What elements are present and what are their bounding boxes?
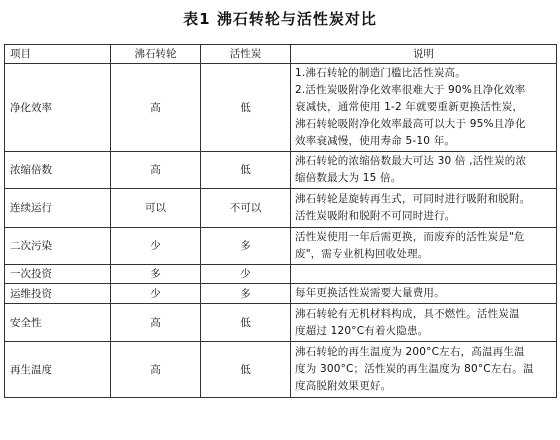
description-line: 废"，需专业机构回收处理。 (295, 248, 429, 260)
row-item: 安全性 (5, 304, 111, 342)
header-description: 说明 (291, 45, 557, 64)
row-carbon: 低 (201, 64, 291, 152)
row-carbon: 少 (201, 265, 291, 284)
row-zeolite: 高 (111, 64, 201, 152)
row-description (291, 284, 557, 304)
row-item: 再生温度 (5, 342, 111, 398)
table-row (5, 64, 557, 152)
description-line: 1.沸石转轮的制造门槛比活性炭高。 (295, 67, 466, 79)
row-carbon: 低 (201, 152, 291, 189)
row-description (291, 265, 557, 284)
description-line: 度超过 120°C有着火隐患。 (295, 324, 429, 337)
table-row (5, 152, 557, 189)
table-row (5, 265, 557, 284)
row-carbon: 低 (201, 342, 291, 398)
row-item: 浓缩倍数 (5, 152, 111, 189)
description-line: 沸石转轮的浓缩倍数最大可达 30 倍 ,活性炭的浓 (295, 155, 527, 167)
row-carbon: 低 (201, 304, 291, 342)
table-title: 表1 沸石转轮与活性炭对比 (183, 10, 377, 28)
table-row (5, 228, 557, 265)
description-line: 缩倍数最大为 15 倍。 (295, 172, 402, 184)
row-zeolite: 少 (111, 228, 201, 265)
row-zeolite: 高 (111, 152, 201, 189)
description-line: 效率衰减慢，使用寿命 5-10 年。 (295, 135, 456, 147)
row-zeolite: 可以 (111, 189, 201, 228)
row-item: 二次污染 (5, 228, 111, 265)
description-line: 活性炭吸附和脱附不可同时进行。 (295, 210, 456, 222)
row-carbon: 多 (201, 284, 291, 304)
description-line: 活性炭使用一年后需更换，而废弃的活性炭是"危 (295, 231, 525, 243)
description-line: 沸石转轮有无机材料构成，具不燃性。活性炭温 (295, 307, 520, 320)
row-description (291, 64, 557, 152)
row-description (291, 342, 557, 398)
description-line: 2.活性炭吸附净化效率很难大于 90%且净化效率 (295, 84, 526, 96)
row-description (291, 304, 557, 342)
row-zeolite: 多 (111, 265, 201, 284)
row-zeolite: 高 (111, 304, 201, 342)
description-line: 沸石转轮吸附净化效率最高可以大于 95%且净化 (295, 118, 526, 130)
header-carbon: 活性炭 (201, 45, 291, 64)
description-line: 度高脱附效果更好。 (295, 380, 392, 392)
description-line: 沸石转轮是旋转再生式，可同时进行吸附和脱附。 (295, 193, 531, 205)
description-line: 每年更换活性炭需要大量费用。 (295, 287, 445, 299)
table-row (5, 304, 557, 342)
table-row (5, 284, 557, 304)
row-item: 净化效率 (5, 64, 111, 152)
table-header-row (5, 45, 557, 64)
row-description (291, 189, 557, 228)
row-zeolite: 高 (111, 342, 201, 398)
row-item: 连续运行 (5, 189, 111, 228)
description-line: 沸石转轮的再生温度为 200°C左右，高温再生温 (295, 346, 525, 358)
header-item: 项目 (5, 45, 111, 64)
header-zeolite: 沸石转轮 (111, 45, 201, 64)
description-line: 衰减快，通常使用 1-2 年就要重新更换活性炭， (295, 101, 524, 113)
description-line: 度为 300°C；活性炭的再生温度为 80°C左右。温 (295, 363, 534, 375)
row-description (291, 152, 557, 189)
comparison-table (4, 44, 557, 398)
row-description (291, 228, 557, 265)
row-carbon: 多 (201, 228, 291, 265)
row-carbon: 不可以 (201, 189, 291, 228)
row-item: 运维投资 (5, 284, 111, 304)
row-zeolite: 少 (111, 284, 201, 304)
table-row (5, 342, 557, 398)
table-row (5, 189, 557, 228)
row-item: 一次投资 (5, 265, 111, 284)
